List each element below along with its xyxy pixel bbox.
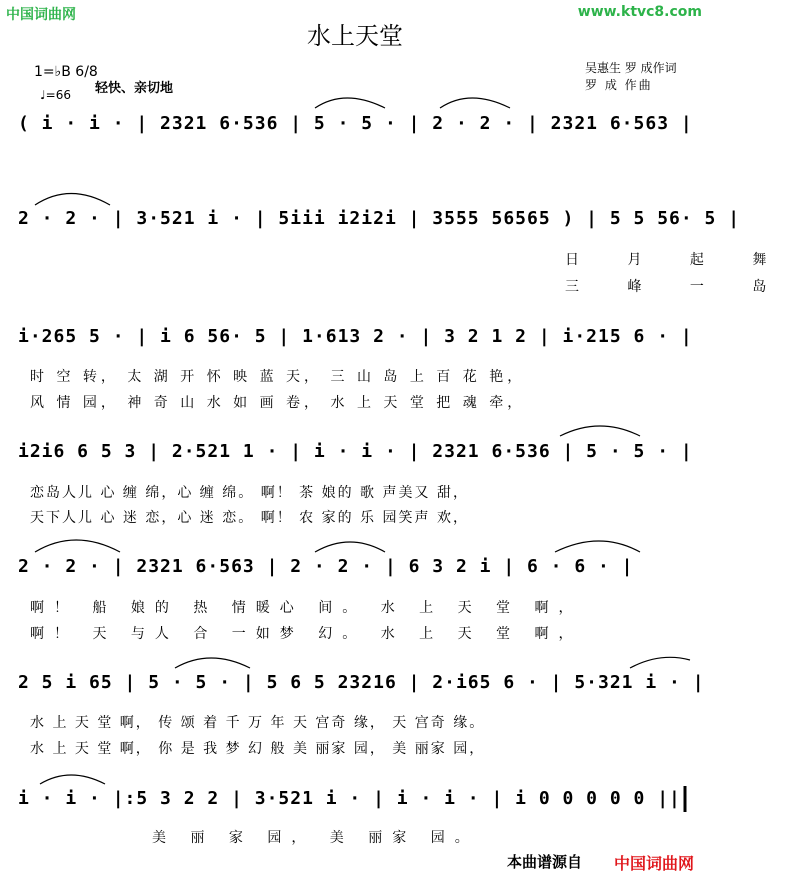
slur bbox=[560, 426, 640, 436]
lyric-line: 恋岛人儿 心 缠 绵，心 缠 绵。 啊！ 茶 娘的 歌 声美又 甜， bbox=[30, 485, 469, 501]
lyric-line: 啊！ 天 与人 合 一如梦 幻。 水 上 天 堂 啊， bbox=[30, 626, 583, 642]
lyric-line: 日 月 起 舞 bbox=[565, 252, 788, 268]
lyric-line: 天下人儿 心 迷 恋，心 迷 恋。 啊！ 农 家的 乐 园笑声 欢， bbox=[30, 510, 469, 526]
lyric-line: 美 丽 家 园， 美 丽家 园。 bbox=[152, 830, 479, 846]
slur bbox=[630, 657, 690, 668]
score-system-2: 2 · 2 · | 3·521 i · | 5iii i2i2i | 3555 56565 ) | 5 5 56· 5 | bbox=[18, 208, 741, 229]
score-system-4: i2i6 6 5 3 | 2·521 1 · | i · i · | 2321 6·536 | 5 · 5 · | bbox=[18, 441, 693, 462]
lyricist-credit: 吴惠生 罗 成作词 bbox=[585, 61, 677, 75]
lyric-line: 三 峰 一 岛 bbox=[565, 279, 788, 295]
score-system-1: ( i · i · | 2321 6·536 | 5 · 5 · | 2 · 2 · | 2321 6·563 | bbox=[18, 113, 693, 134]
composer-credit: 罗 成 作曲 bbox=[585, 78, 653, 92]
source-label: 本曲谱源自 bbox=[507, 853, 583, 871]
score-system-6: 2 5 i 65 | 5 · 5 · | 5 6 5 23216 | 2·i65 6 · | 5·321 i · | bbox=[18, 672, 705, 693]
lyric-line: 啊！ 船 娘的 热 情暖心 间。 水 上 天 堂 啊， bbox=[30, 600, 583, 616]
lyric-line: 风 情 园， 神 奇 山 水 如 画 卷， 水 上 天 堂 把 魂 牵， bbox=[30, 395, 526, 411]
score-system-5: 2 · 2 · | 2321 6·563 | 2 · 2 · | 6 3 2 i | 6 · 6 · | bbox=[18, 556, 634, 577]
song-title: 水上天堂 bbox=[307, 22, 403, 50]
slur bbox=[35, 194, 110, 206]
score-system-3: i·265 5 · | i 6 56· 5 | 1·613 2 · | 3 2 1 2 | i·215 6 · | bbox=[18, 326, 693, 347]
lyric-line: 水 上 天 堂 啊， 你 是 我 梦 幻 般 美 丽家 园， 美 丽家 园， bbox=[30, 741, 486, 757]
slur bbox=[555, 541, 640, 552]
slur bbox=[35, 540, 120, 552]
slur bbox=[40, 775, 105, 784]
site-logo-left[interactable]: 中国词曲网 bbox=[6, 7, 76, 23]
lyric-line: 水 上 天 堂 啊， 传 颂 着 千 万 年 天 宫奇 缘， 天 宫奇 缘。 bbox=[30, 715, 486, 731]
slur bbox=[440, 98, 510, 108]
tempo-mark: ♩=66 bbox=[40, 88, 71, 102]
expression-mark: 轻快、亲切地 bbox=[95, 81, 174, 96]
lyric-line: 时 空 转， 太 湖 开 怀 映 蓝 天， 三 山 岛 上 百 花 艳， bbox=[30, 369, 526, 385]
source-site-link[interactable]: 中国词曲网 bbox=[614, 854, 695, 873]
slur bbox=[315, 542, 385, 552]
slur bbox=[315, 98, 385, 108]
slur bbox=[175, 658, 250, 668]
site-url-right[interactable]: www.ktvc8.com bbox=[577, 4, 702, 20]
score-system-7: i · i · |:5 3 2 2 | 3·521 i · | i · i · | i 0 0 0 0 0 || bbox=[18, 788, 681, 809]
key-signature: 1=♭B 6/8 bbox=[34, 64, 98, 80]
